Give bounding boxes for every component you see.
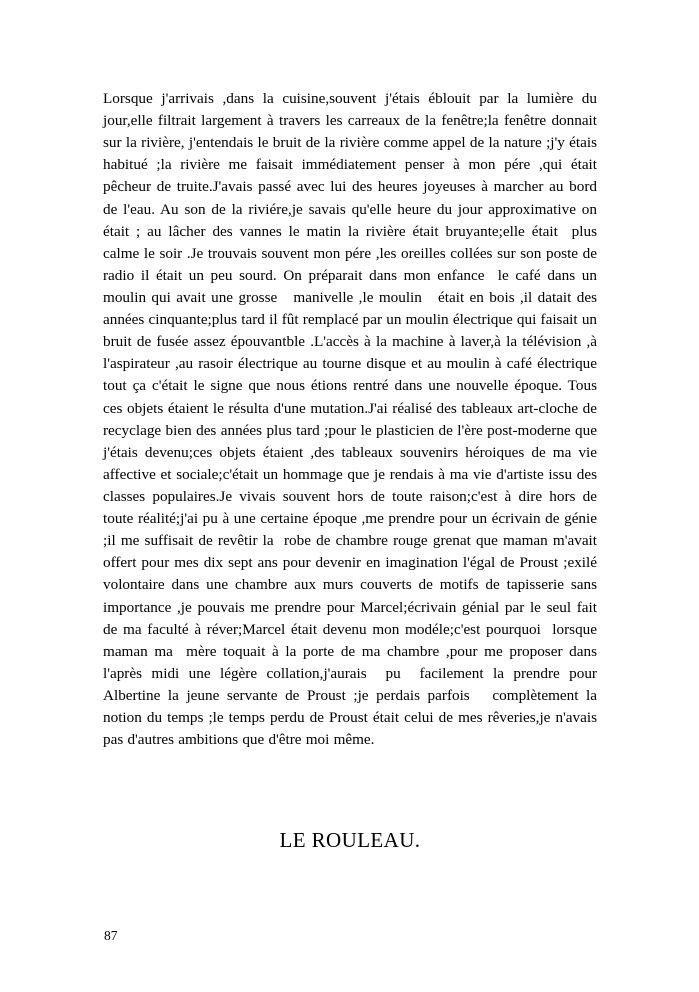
body-paragraph: Lorsque j'arrivais ,dans la cuisine,souvent j'étais éblouit par la lumière du jour,elle filtrait largement à travers les carreaux de la fenêtre;la fenêtre donnait sur la rivière, j'entendais le bruit de la rivière comme appel de la nature ;j'y étais habitué ;la rivière me faisait immédiatement penser à mon pére ,qui était pêcheur de truite.J'avais passé avec lui des heures joyeuses à marcher au bord de l'eau. Au son de la riviére,je savais qu'elle heure du jour approximative on était ; au lâcher des vannes le matin la rivière était bruyante;elle était plus calme le soir .Je trouvais souvent mon pére ,les oreilles collées sur son poste de radio il était un peu sourd. On préparait dans mon enfance le café dans un moulin qui avait une grosse manivelle ,le moulin était en bois ,il datait des années cinquante;plus tard il fût remplacé par un moulin électrique qui faisait un bruit de fusée assez épouvantble .L'accès à la machine à laver,à la télévision ,à l'aspirateur ,au rasoir électrique au tourne disque et au moulin à café électrique tout ça c'était le signe que nous étions rentré dans une nouvelle époque. Tous ces objets étaient le résulta d'une mutation.J'ai réalisé des tableaux art-cloche de recyclage bien des années plus tard ;pour le plasticien de l'ère post-moderne que j'étais devenu;ces objets étaient ,des tableaux souvenirs héroiques de ma vie affective et sociale;c'était un hommage que je rendais à ma vie d'artiste issu des classes populaires.Je vivais souvent hors de toute raison;c'est à dire hors de toute réalité;j'ai pu à une certaine époque ,me prendre pour un écrivain de génie ;il me suffisait de revêtir la robe de chambre rouge grenat que maman m'avait offert pour mes dix sept ans pour devenir en imagination l'égal de Proust ;exilé volontaire dans une chambre aux murs couverts de motifs de tapisserie sans importance ,je pouvais me prendre pour Marcel;écrivain génial par le seul fait de ma faculté à réver;Marcel était devenu mon modéle;c'est pourquoi lorsque maman ma mère toquait à la porte de ma chambre ,pour me proposer dans l'après midi une légère collation,j'aurais pu facilement la prendre pour Albertine la jeune servante de Proust ;je perdais parfois complètement la notion du temps ;le temps perdu de Proust était celui de mes rêveries,je n'avais pas d'autres ambitions que d'être moi même. [103, 90, 602, 749]
section-heading: LE ROULEAU. [279, 828, 421, 852]
page-number: 87 [104, 928, 118, 943]
